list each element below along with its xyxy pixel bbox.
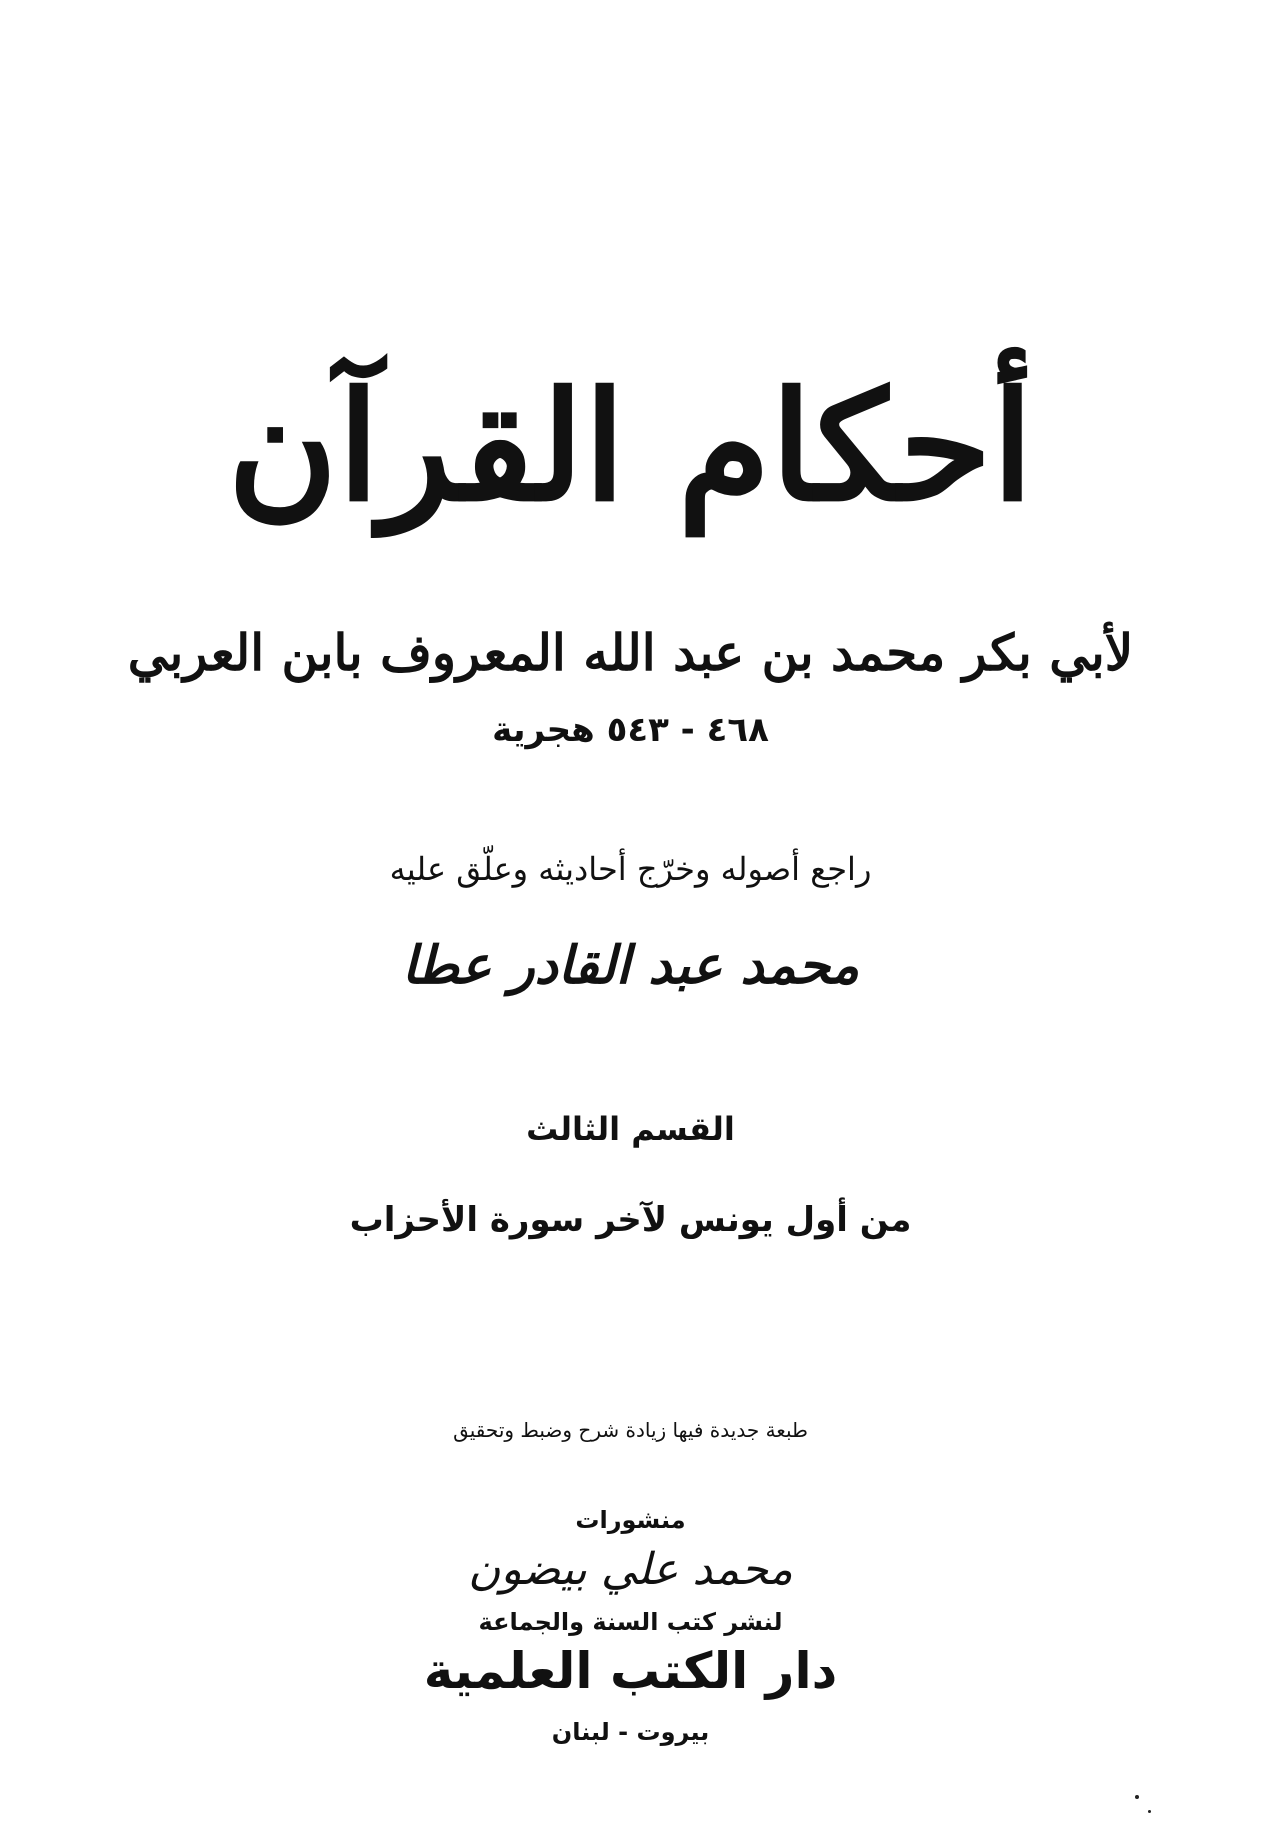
publisher-house: دار الكتب العلمية bbox=[423, 1642, 838, 1700]
ink-speck bbox=[1135, 1795, 1139, 1799]
publisher-city: بيروت - لبنان bbox=[551, 1718, 710, 1746]
publisher-tagline: لنشر كتب السنة والجماعة bbox=[478, 1608, 783, 1636]
editor-name: محمد عبد القادر عطا bbox=[401, 935, 860, 996]
publisher-label: منشورات bbox=[575, 1506, 686, 1534]
editor-intro: راجع أصوله وخرّج أحاديثه وعلّق عليه bbox=[389, 850, 872, 888]
ink-speck bbox=[1148, 1810, 1151, 1813]
book-author: لأبي بكر محمد بن عبد الله المعروف بابن العربي bbox=[127, 623, 1134, 682]
edition-note: طبعة جديدة فيها زيادة شرح وضبط وتحقيق bbox=[453, 1418, 808, 1442]
publisher-name: محمد علي بيضون bbox=[468, 1544, 793, 1595]
volume-range: من أول يونس لآخر سورة الأحزاب bbox=[349, 1200, 912, 1240]
author-dates: ٤٦٨ - ٥٤٣ هجرية bbox=[492, 710, 769, 750]
volume-part: القسم الثالث bbox=[526, 1110, 735, 1148]
book-title: أحكام القرآن bbox=[227, 359, 1034, 535]
